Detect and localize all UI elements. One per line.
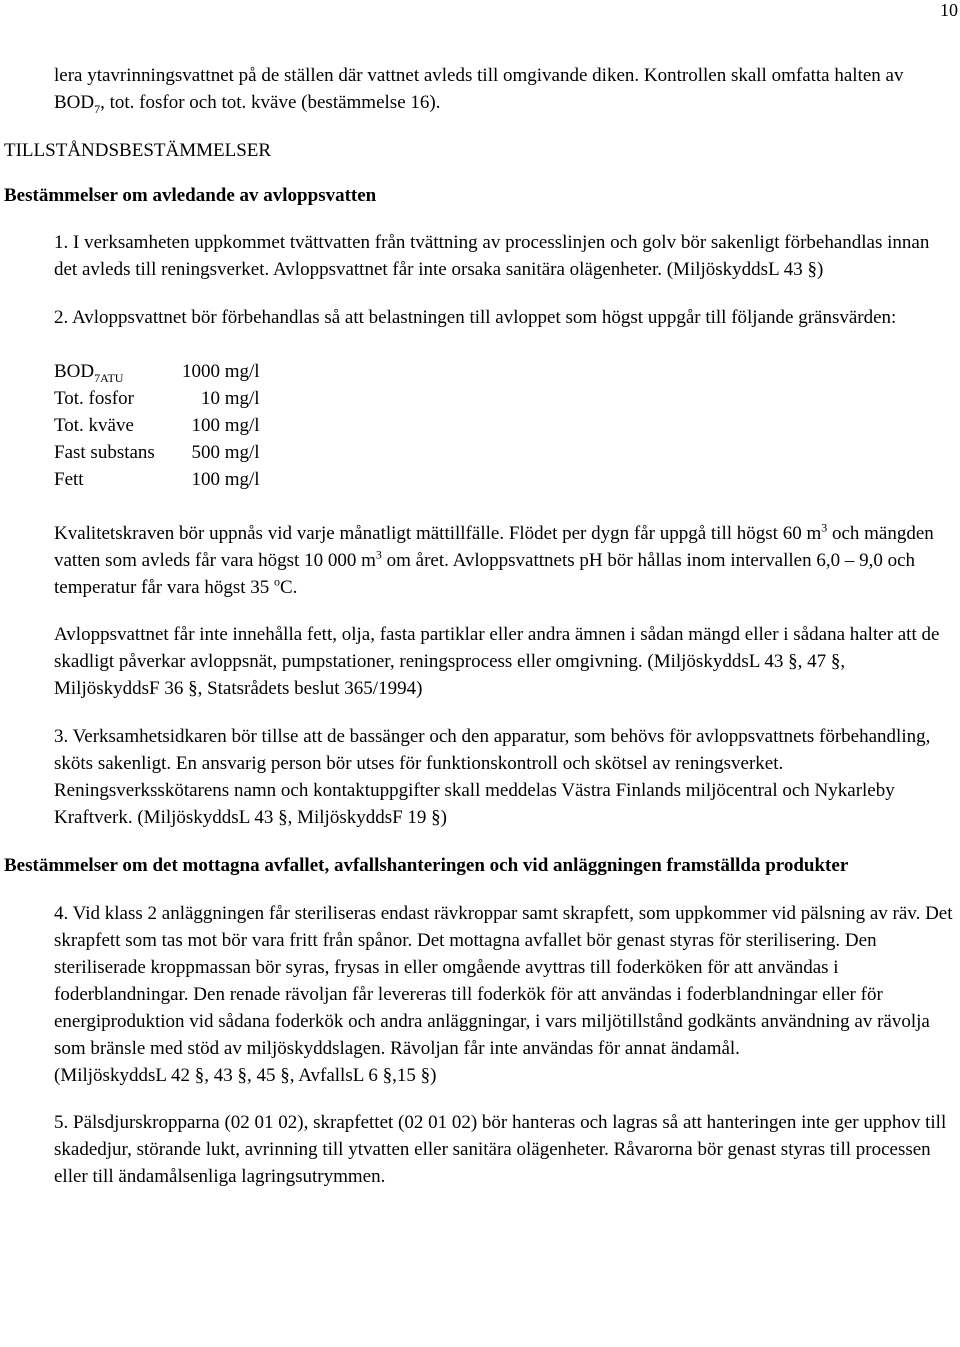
limit-unit: mg/l bbox=[220, 469, 260, 490]
limit-row bbox=[54, 412, 960, 439]
limit-unit: mg/l bbox=[220, 388, 260, 409]
section-heading-wastewater: Bestämmelser om avledande av avloppsvatten bbox=[4, 185, 377, 206]
quality-requirements-paragraph: Kvalitetskraven bör uppnås vid varje månatligt mättillfälle. Flödet per dygn får uppgå till högst 60 $m^3$ och mängden vatten som avleds får vara högst 10 000 $m^3$ om året. Avloppsvattnets pH bör hållas inom intervallen 6,0 – 9,0 och temperatur får vara högst 35 $^o$C. bbox=[54, 520, 934, 598]
limit-value: 100 bbox=[191, 415, 220, 436]
limit-row bbox=[54, 385, 960, 412]
limit-unit: mg/l bbox=[220, 415, 260, 436]
provision-2: 2. Avloppsvattnet bör förbehandlas så att belastningen till avloppet som högst uppgår till följande gränsvärden: bbox=[54, 307, 897, 328]
limit-label: $BOD_{7ATU}$ bbox=[54, 361, 124, 385]
limit-row bbox=[54, 358, 960, 385]
limit-value: 500 bbox=[191, 442, 220, 463]
provision-3: 3. Verksamhetsidkaren bör tillse att de bassänger och den apparatur, som behövs för avloppsvattnets förbehandling, sköts sakenligt. En ansvarig person bör utses för funktionskontroll och skötsel av reningsverket. Reningsverksskötarens namn och kontaktuppgifter skall meddelas Västra Finlands miljöcentral och Nykarleby Kraftverk. (MiljöskyddsL 43 §, MiljöskyddsF 19 §) bbox=[54, 726, 931, 828]
limit-label: Fett bbox=[54, 469, 84, 490]
limit-value: 1000 bbox=[182, 361, 220, 382]
limit-label: Tot. kväve bbox=[54, 415, 134, 436]
limit-unit: mg/l bbox=[220, 442, 260, 463]
limit-value: 100 bbox=[191, 469, 220, 490]
limit-value: 10 bbox=[201, 388, 220, 409]
document-page bbox=[0, 62, 960, 1190]
limit-row bbox=[54, 439, 960, 466]
section-heading-waste: Bestämmelser om det mottagna avfallet, avfallshanteringen och vid anläggningen framställda produkter bbox=[4, 855, 849, 876]
limit-values-table bbox=[54, 358, 960, 493]
provision-1: 1. I verksamheten uppkommet tvättvatten från tvättning av processlinjen och golv bör sakenligt förbehandlas innan det avleds till reningsverket. Avloppsvattnet får inte orsaka sanitära olägenheter. (MiljöskyddsL 43 §) bbox=[54, 232, 930, 280]
provision-4: 4. Vid klass 2 anläggningen får steriliseras endast rävkroppar samt skrapfett, som uppkommer vid pälsning av räv. Det skrapfett som tas mot bör vara fritt från spånor. Det mottagna avfallet bör genast styras för sterilisering. Den steriliserade kroppmassan bör syras, frysas in eller omgående avyttras till foderköken för att användas i foderblandningar. Den renade rävoljan får levereras till foderkök för att användas i foderblandningar eller för energiproduktion vid sådana foderkök och andra anläggningar, i vars miljötillstånd godkänts användning av rävolja som bränsle med stöd av miljöskyddslagen. Rävoljan får inte användas för annat ändamål. bbox=[54, 903, 953, 1059]
page-number: 10 bbox=[940, 0, 958, 20]
limit-label: Fast substans bbox=[54, 442, 155, 463]
intro-paragraph: lera ytavrinningsvattnet på de ställen där vattnet avleds till omgivande diken. Kontrollen skall omfatta halten av $BOD_7$, tot. fosfor och tot. kväve (bestämmelse 16). bbox=[54, 65, 904, 116]
provision-4-reference: (MiljöskyddsL 42 §, 43 §, 45 §, AvfallsL 6 §,15 §) bbox=[54, 1065, 437, 1086]
main-heading: TILLSTÅNDSBESTÄMMELSER bbox=[4, 140, 272, 161]
limit-label: Tot. fosfor bbox=[54, 388, 134, 409]
fat-oil-paragraph: Avloppsvattnet får inte innehålla fett, olja, fasta partiklar eller andra ämnen i sådan mängd eller i sådana halter att de skadligt påverkar avloppsnät, pumpstationer, reningsprocess eller omgivning. (MiljöskyddsL 43 §, 47 §, MiljöskyddsF 36 §, Statsrådets beslut 365/1994) bbox=[54, 624, 940, 699]
limit-row bbox=[54, 466, 960, 493]
provision-5: 5. Pälsdjurskropparna (02 01 02), skrapfettet (02 01 02) bör hanteras och lagras så att hanteringen inte ger upphov till skadedjur, störande lukt, avrinning till ytvatten eller sanitära olägenheter. Råvarorna bör genast styras till processen eller till ändamålsenliga lagringsutrymmen. bbox=[54, 1112, 947, 1187]
limit-unit: mg/l bbox=[220, 361, 260, 382]
